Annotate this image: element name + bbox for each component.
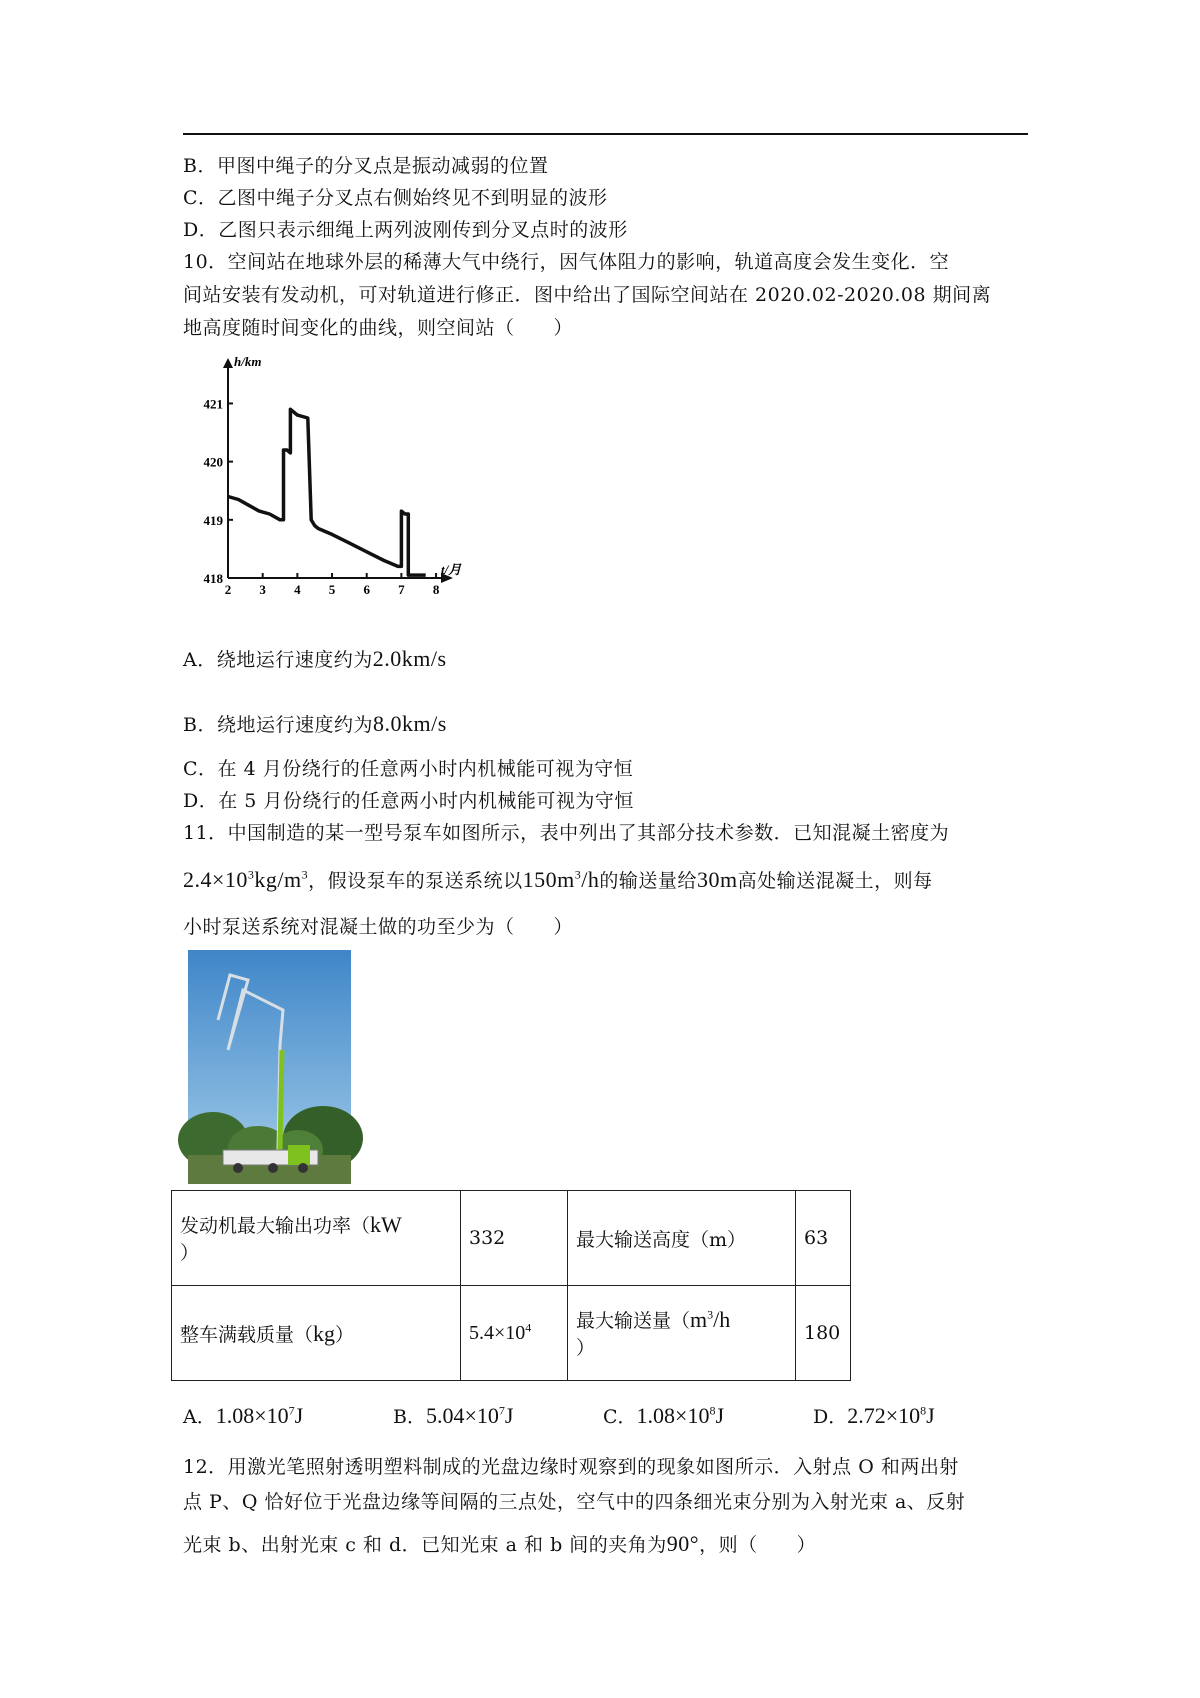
q11-text-1: ，假设泵车的泵送系统以: [308, 870, 523, 892]
x-tick-label: 3: [259, 582, 266, 597]
header-rule: [183, 133, 1028, 135]
q10-option-b: [183, 710, 447, 737]
vehicle-mass-value: $5.4\times 10^4$: [461, 1286, 568, 1381]
y-tick-label: 420: [203, 454, 223, 470]
vehicle-mass-label: 整车满载质量（kg）: [172, 1286, 461, 1381]
q11-option-c: C．$1.08\times 10^8J$: [603, 1403, 725, 1428]
x-tick-label: 4: [294, 582, 301, 597]
q10-stem-line-2: 间站安装有发动机，可对轨道进行修正．图中给出了国际空间站在 2020.02-2020.08 期间离: [183, 284, 992, 306]
flow-value: $150m^3/h$: [522, 867, 600, 892]
q10-option-b-text: B．绕地运行速度约为: [183, 714, 373, 736]
q10-option-a: [183, 645, 447, 672]
q11-option-a: A．$1.08\times 10^7J$: [183, 1403, 304, 1428]
q11-text-2: 的输送量给: [599, 870, 697, 892]
q10-option-d: D．在 5 月份绕行的任意两小时内机械能可视为守恒: [183, 790, 634, 812]
q10-stem-line-3: 地高度随时间变化的曲线，则空间站（ ）: [183, 317, 574, 339]
spec-table: [171, 1190, 851, 1381]
q9-option-b: B．甲图中绳子的分叉点是振动减弱的位置: [183, 155, 549, 177]
q11-option-d: D．$2.72\times 10^8J$: [813, 1403, 935, 1428]
q10-stem-line-1: 10．空间站在地球外层的稀薄大气中绕行，因气体阻力的影响，轨道高度会发生变化．空: [183, 251, 950, 273]
q10-option-a-value: 2.0km/s: [372, 646, 447, 671]
q12-stem-line-2: 点 P、Q 恰好位于光盘边缘等间隔的三点处，空气中的四条细光束分别为入射光束 a、反射: [183, 1491, 966, 1513]
q10-option-a-text: A．绕地运行速度约为: [183, 649, 373, 671]
altitude-chart: [188, 352, 462, 612]
q11-stem-line-2: [183, 866, 933, 893]
x-tick-label: 6: [363, 582, 370, 597]
y-tick-label: 419: [203, 512, 223, 528]
table-row: [172, 1286, 851, 1381]
q11-option-b: B．$5.04\times 10^7J$: [393, 1403, 514, 1428]
x-tick-label: 8: [432, 582, 440, 597]
q11-stem-line-3: 小时泵送系统对混凝土做的功至少为（ ）: [183, 916, 574, 938]
q9-option-c: C．乙图中绳子分叉点右侧始终见不到明显的波形: [183, 187, 608, 209]
q12-stem-line-1: 12．用激光笔照射透明塑料制成的光盘边缘时观察到的现象如图所示．入射点 O 和两出射: [183, 1456, 959, 1478]
table-row: [172, 1191, 851, 1286]
y-tick-label: 421: [203, 396, 223, 412]
y-axis-arrow: [223, 358, 233, 368]
engine-power-label: 发动机最大输出功率（kW ）: [172, 1191, 461, 1286]
height-value: 30m: [696, 867, 738, 892]
engine-power-value: 332: [461, 1191, 568, 1286]
pump-truck-photo: [188, 950, 351, 1184]
q12-stem-line-3: 光束 b、出射光束 c 和 d．已知光束 a 和 b 间的夹角为90°，则（ ）: [183, 1531, 817, 1556]
max-height-label: 最大输送高度（m）: [568, 1191, 796, 1286]
max-delivery-value: 180: [796, 1286, 851, 1381]
q11-stem-line-1: 11．中国制造的某一型号泵车如图所示，表中列出了其部分技术参数．已知混凝土密度为: [183, 822, 950, 844]
angle-value: 90°: [666, 1531, 700, 1556]
y-axis-label: h/km: [234, 354, 262, 369]
q10-option-b-value: 8.0km/s: [372, 711, 447, 736]
q11-text-3: 高处输送混凝土，则每: [737, 870, 933, 892]
x-tick-label: 5: [328, 582, 336, 597]
max-delivery-label: 最大输送量（$m^3/h$ ）: [568, 1286, 796, 1381]
x-tick-label: 2: [224, 582, 232, 597]
series-line-0: [228, 409, 426, 575]
y-tick-label: 418: [203, 571, 223, 586]
density-value: $2.4\times 10^3kg/m^3$: [183, 867, 309, 892]
q9-option-d: D．乙图只表示细绳上两列波刚传到分叉点时的波形: [183, 219, 628, 241]
x-axis-label: t/月: [441, 562, 462, 577]
max-height-value: 63: [796, 1191, 851, 1286]
q10-option-c: C．在 4 月份绕行的任意两小时内机械能可视为守恒: [183, 758, 634, 780]
x-tick-label: 7: [398, 582, 405, 597]
